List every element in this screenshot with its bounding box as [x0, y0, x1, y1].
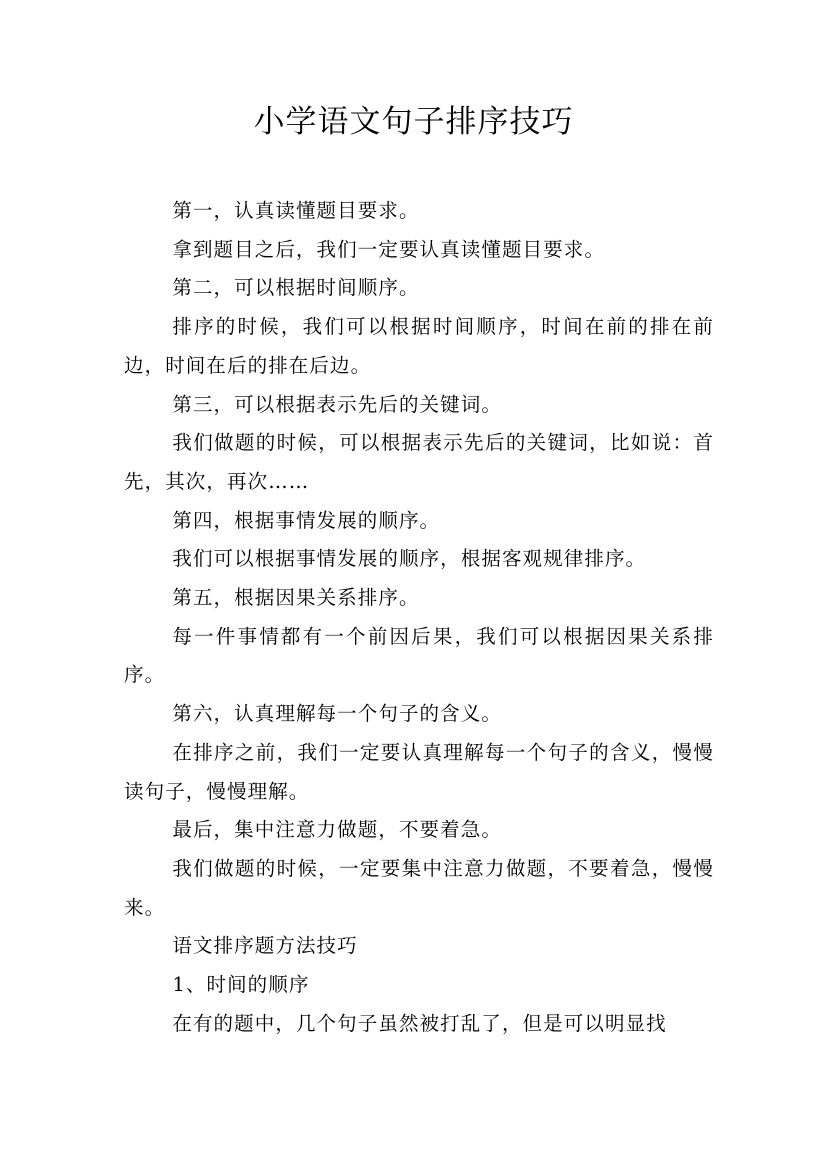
paragraph: 排序的时候，我们可以根据时间顺序，时间在前的排在前边，时间在后的排在后边。	[124, 315, 714, 377]
document-body	[124, 192, 714, 1043]
document-title: 小学语文句子排序技巧	[253, 104, 574, 140]
paragraph: 在排序之前，我们一定要认真理解每一个句子的含义，慢慢读句子，慢慢理解。	[124, 740, 714, 803]
paragraph: 第三，可以根据表示先后的关键词。	[172, 392, 502, 416]
paragraph: 我们做题的时候，一定要集中注意力做题，不要着急，慢慢来。	[124, 856, 714, 919]
paragraph: 在有的题中，几个句子虽然被打乱了，但是可以明显找	[172, 1011, 667, 1035]
subsection-heading: 1、时间的顺序	[172, 973, 310, 997]
paragraph: 最后，集中注意力做题，不要着急。	[172, 818, 502, 842]
paragraph: 我们做题的时候，可以根据表示先后的关键词，比如说：首先，其次，再次……	[124, 431, 714, 493]
paragraph: 我们可以根据事情发展的顺序，根据客观规律排序。	[172, 547, 647, 571]
paragraph: 拿到题目之后，我们一定要认真读懂题目要求。	[172, 237, 605, 261]
paragraph: 第五，根据因果关系排序。	[172, 586, 420, 610]
section-heading: 语文排序题方法技巧	[172, 934, 358, 958]
paragraph: 第二，可以根据时间顺序。	[172, 276, 420, 300]
paragraph: 每一件事情都有一个前因后果，我们可以根据因果关系排序。	[124, 624, 714, 687]
paragraph: 第一，认真读懂题目要求。	[172, 199, 420, 222]
paragraph: 第六，认真理解每一个句子的含义。	[172, 702, 502, 726]
paragraph: 第四，根据事情发展的顺序。	[172, 508, 441, 532]
